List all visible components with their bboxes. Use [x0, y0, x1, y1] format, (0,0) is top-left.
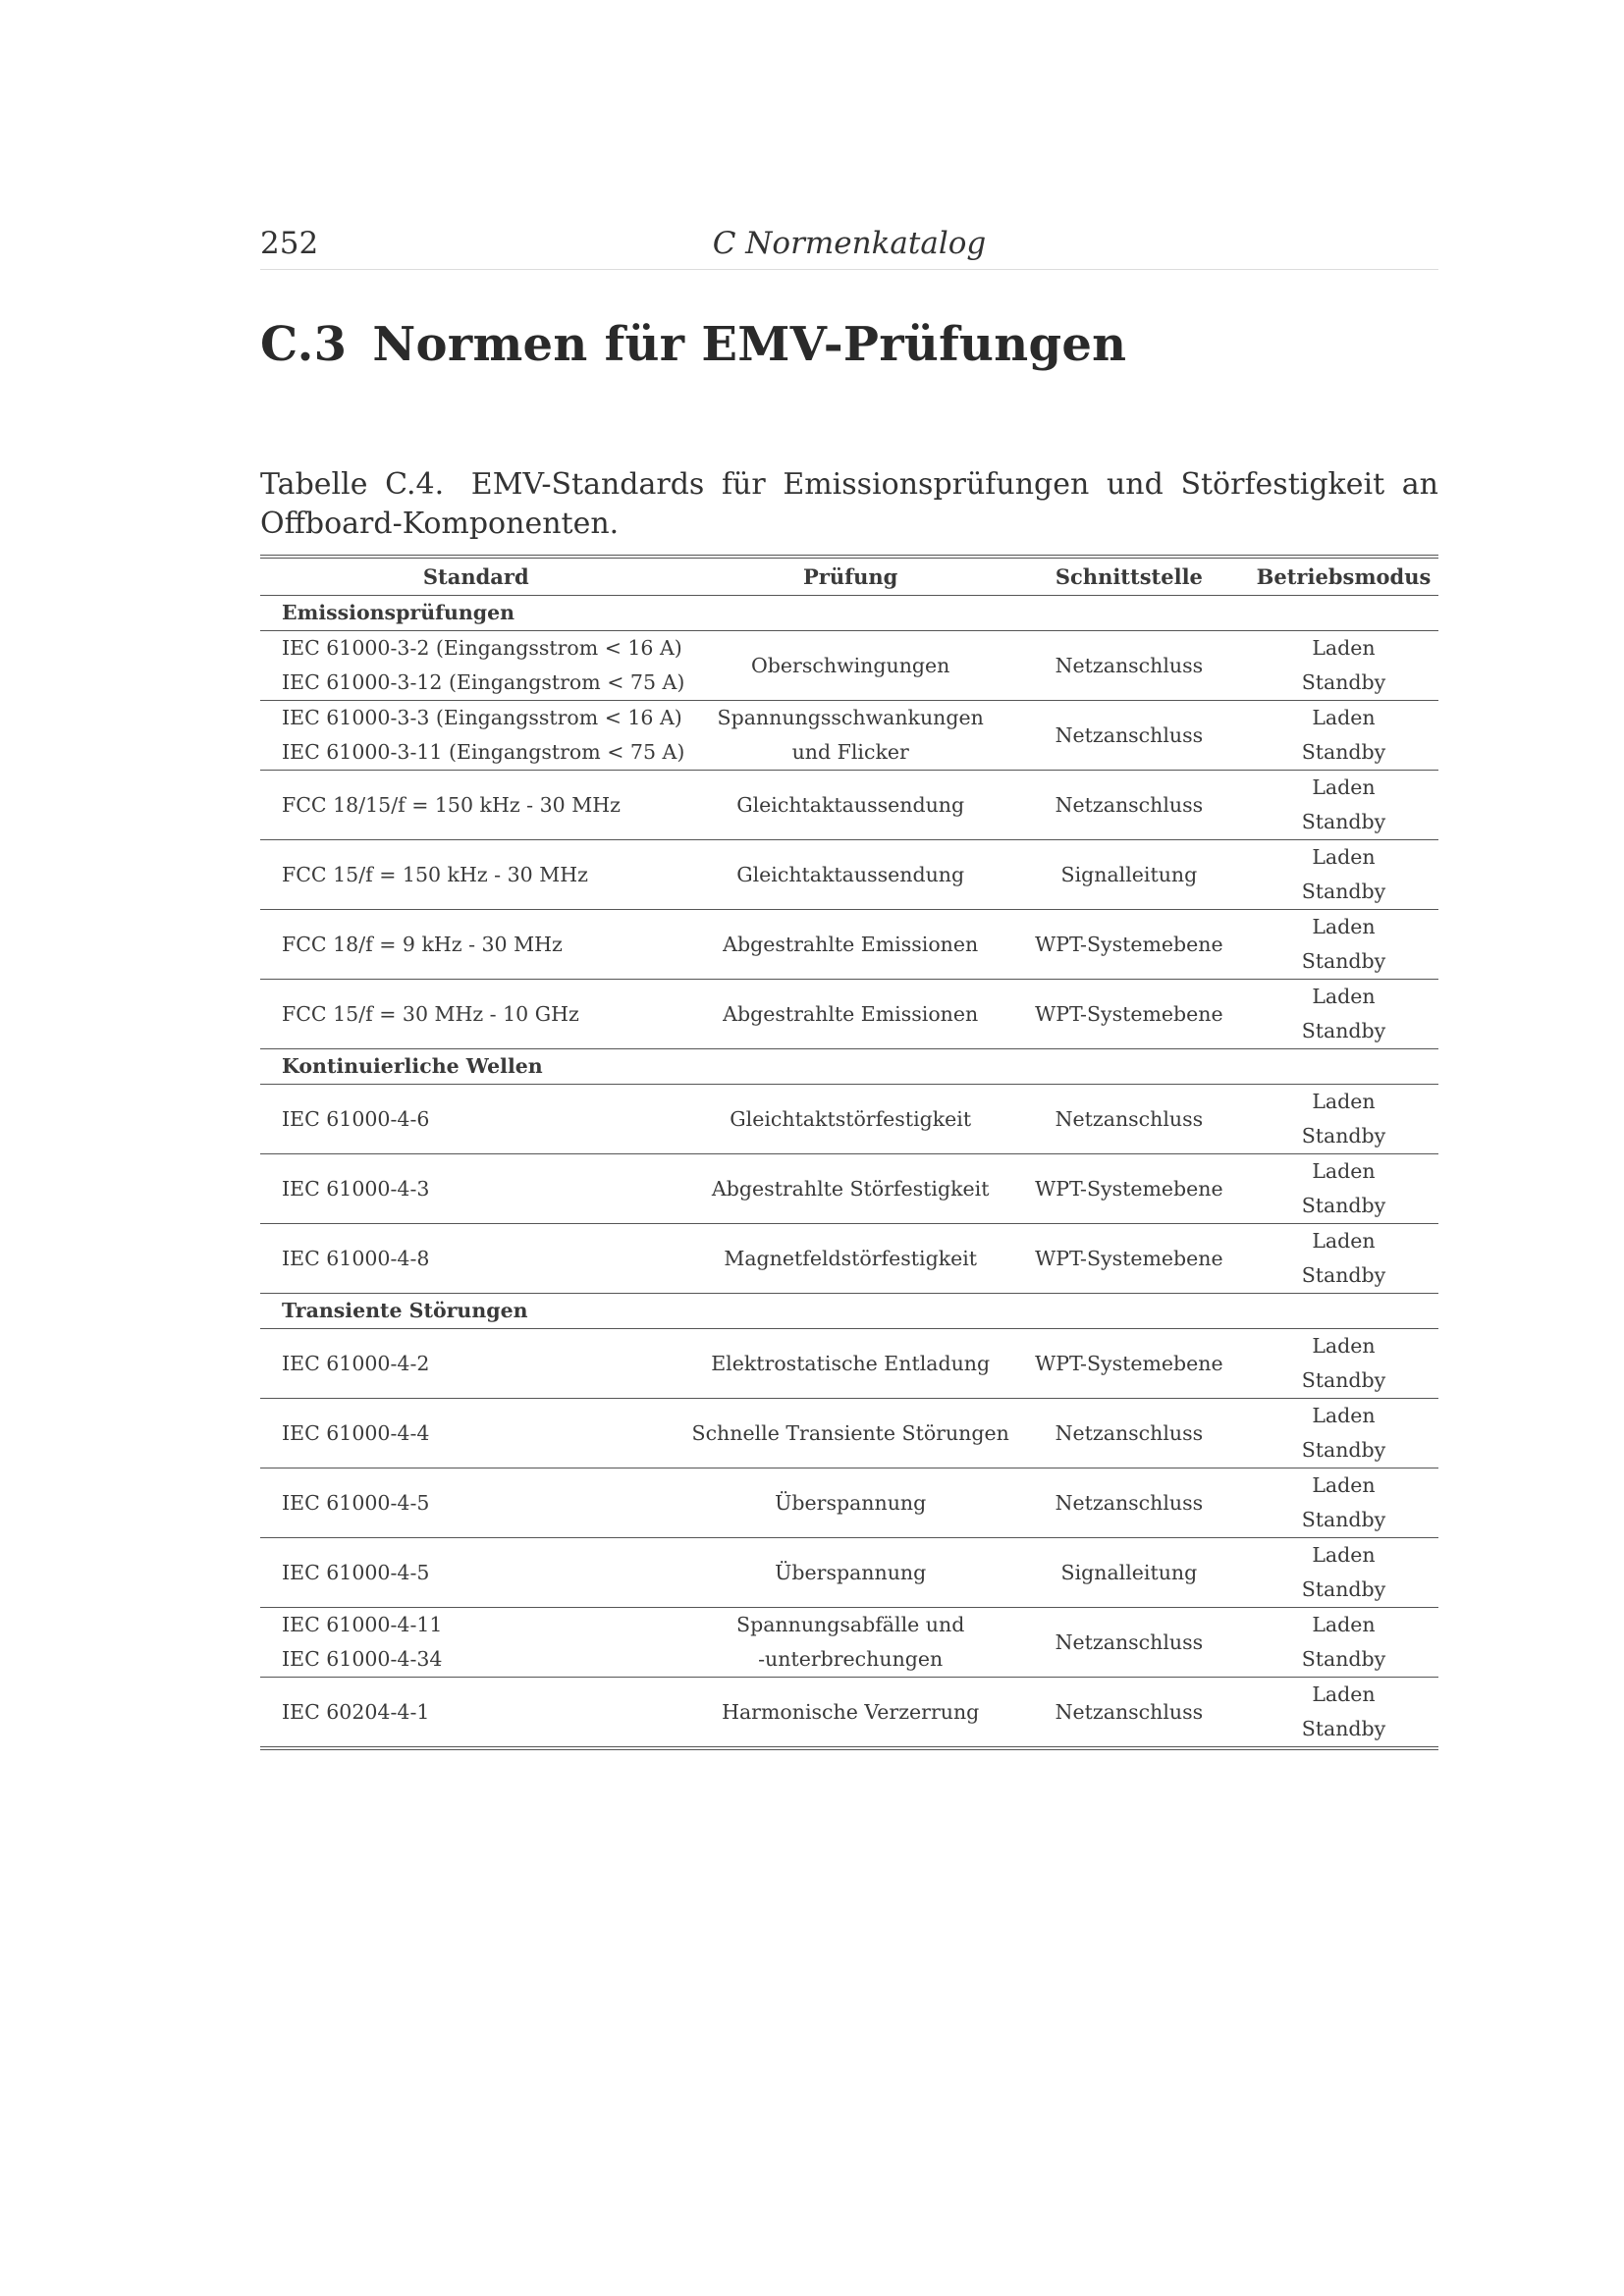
pruefung-line: Gleichtaktaussendung — [736, 862, 965, 886]
mode-line: Laden — [1312, 1473, 1376, 1497]
pruefung-line: Abgestrahlte Emissionen — [723, 1001, 979, 1026]
cell-standard — [260, 910, 692, 980]
cell-pruefung — [692, 1085, 1009, 1154]
pruefung-line: Spannungsabfälle und — [736, 1613, 965, 1636]
cell-standard — [260, 1224, 692, 1294]
mode-line: Standby — [1301, 1124, 1386, 1148]
column-header-schnittstelle: Schnittstelle — [1009, 557, 1249, 596]
group-title: Transiente Störungen — [260, 1294, 1438, 1329]
mode-line: Standby — [1301, 1438, 1386, 1462]
pruefung-line: Elektrostatische Entladung — [711, 1351, 991, 1375]
running-head: C Normenkatalog — [712, 226, 987, 261]
cell-schnittstelle: WPT-Systemebene — [1009, 980, 1249, 1049]
pruefung-line: Gleichtaktstörfestigkeit — [730, 1106, 972, 1131]
table-row — [260, 1468, 1438, 1538]
cell-standard — [260, 840, 692, 910]
standard-line: IEC 61000-4-11 — [282, 1613, 443, 1636]
cell-pruefung — [692, 1154, 1009, 1224]
mode-line: Laden — [1312, 1613, 1376, 1636]
cell-betriebsmodus — [1249, 980, 1438, 1049]
table-row — [260, 840, 1438, 910]
standard-line: IEC 61000-4-6 — [282, 1106, 430, 1131]
cell-standard — [260, 631, 692, 701]
standard-line: IEC 61000-4-3 — [282, 1176, 430, 1201]
cell-standard — [260, 1399, 692, 1468]
mode-line: Standby — [1301, 1717, 1386, 1740]
cell-pruefung — [692, 1608, 1009, 1678]
standard-line: IEC 61000-4-4 — [282, 1420, 430, 1445]
cell-schnittstelle: Netzanschluss — [1009, 631, 1249, 701]
mode-line: Laden — [1312, 985, 1376, 1008]
cell-schnittstelle: Netzanschluss — [1055, 1700, 1204, 1724]
cell-betriebsmodus — [1249, 1538, 1438, 1608]
cell-pruefung — [692, 1538, 1009, 1608]
table-header — [260, 557, 1438, 596]
mode-line: Standby — [1301, 1647, 1386, 1671]
cell-schnittstelle: WPT-Systemebene — [1009, 910, 1249, 980]
table-row — [260, 1224, 1438, 1294]
standards-table — [260, 555, 1438, 1750]
table-row — [260, 631, 1438, 701]
group-row — [260, 1049, 1438, 1085]
mode-line: Laden — [1312, 1159, 1376, 1183]
mode-line: Laden — [1312, 1404, 1376, 1427]
mode-line: Laden — [1312, 1682, 1376, 1706]
standard-line: FCC 18/f = 9 kHz - 30 MHz — [282, 932, 563, 956]
table-row — [260, 701, 1438, 771]
cell-pruefung — [692, 1468, 1009, 1538]
cell-schnittstelle: Netzanschluss — [1009, 701, 1249, 771]
pruefung-line: Überspannung — [775, 1490, 927, 1515]
mode-line: Laden — [1312, 636, 1376, 660]
cell-pruefung — [692, 1329, 1009, 1399]
standard-line: IEC 61000-3-2 (Eingangsstrom < 16 A) — [282, 636, 682, 660]
column-header-standard: Standard — [260, 557, 692, 596]
cell-schnittstelle: Netzanschluss — [1009, 1468, 1249, 1538]
cell-standard — [260, 1538, 692, 1608]
mode-line: Laden — [1312, 915, 1376, 938]
cell-schnittstelle: Signalleitung — [1009, 1538, 1249, 1608]
cell-betriebsmodus — [1249, 840, 1438, 910]
cell-pruefung — [692, 980, 1009, 1049]
cell-pruefung — [692, 701, 1009, 771]
cell-schnittstelle: WPT-Systemebene — [1009, 1329, 1249, 1399]
standard-line: IEC 61000-3-3 (Eingangsstrom < 16 A) — [282, 706, 682, 729]
mode-line: Laden — [1312, 1543, 1376, 1567]
cell-schnittstelle: Netzanschluss — [1009, 1085, 1249, 1154]
cell-betriebsmodus — [1249, 1154, 1438, 1224]
caption-text: EMV-Standards für Emissionsprüfungen und Störfestigkeit an Offboard-Komponenten. — [260, 467, 1438, 541]
standard-line: IEC 61000-4-34 — [282, 1647, 443, 1671]
cell-standard — [260, 771, 692, 840]
cell-betriebsmodus — [1249, 1085, 1438, 1154]
cell-betriebsmodus — [1249, 1329, 1438, 1399]
pruefung-line: Überspannung — [775, 1560, 927, 1584]
standard-line: FCC 15/f = 30 MHz - 10 GHz — [282, 1001, 579, 1026]
standard-line: IEC 61000-4-5 — [282, 1490, 430, 1515]
cell-pruefung — [692, 771, 1009, 840]
table-body — [260, 596, 1438, 1749]
cell-schnittstelle: Signalleitung — [1009, 840, 1249, 910]
mode-line: Standby — [1301, 1508, 1386, 1531]
cell-standard — [260, 980, 692, 1049]
cell-pruefung — [692, 910, 1009, 980]
mode-line: Laden — [1312, 845, 1376, 869]
cell-pruefung — [692, 1399, 1009, 1468]
section-title: Normen für EMV-Prüfungen — [372, 317, 1127, 372]
group-title: Kontinuierliche Wellen — [260, 1049, 1438, 1085]
pruefung-line: -unterbrechungen — [758, 1647, 944, 1671]
pruefung-line: Abgestrahlte Störfestigkeit — [711, 1176, 990, 1201]
table-caption — [260, 465, 1438, 544]
group-title: Emissionsprüfungen — [260, 596, 1438, 631]
cell-standard — [260, 1085, 692, 1154]
standard-line: IEC 61000-4-5 — [282, 1560, 430, 1584]
mode-line: Laden — [1312, 775, 1376, 799]
table-row — [260, 1608, 1438, 1678]
cell-pruefung — [692, 840, 1009, 910]
mode-line: Standby — [1301, 740, 1386, 764]
pruefung-line: Oberschwingungen — [751, 653, 950, 677]
mode-line: Standby — [1301, 1263, 1386, 1287]
mode-line: Laden — [1312, 1229, 1376, 1253]
mode-line: Standby — [1301, 880, 1386, 903]
standard-line: FCC 15/f = 150 kHz - 30 MHz — [282, 862, 588, 886]
standard-line: FCC 18/15/f = 150 kHz - 30 MHz — [282, 792, 621, 817]
cell-standard — [260, 1468, 692, 1538]
pruefung-line: Abgestrahlte Emissionen — [723, 932, 979, 956]
cell-schnittstelle: Netzanschluss — [1009, 1608, 1249, 1678]
cell-standard — [260, 1678, 692, 1749]
pruefung-line: Gleichtaktaussendung — [736, 792, 965, 817]
cell-betriebsmodus — [1249, 771, 1438, 840]
mode-line: Laden — [1312, 1334, 1376, 1358]
standard-line: IEC 60204-4-1 — [282, 1699, 430, 1724]
standard-line: IEC 61000-4-8 — [282, 1246, 430, 1270]
pruefung-line: und Flicker — [791, 740, 909, 764]
mode-line: Standby — [1301, 1577, 1386, 1601]
mode-line: Standby — [1301, 670, 1386, 694]
cell-schnittstelle: WPT-Systemebene — [1009, 1224, 1249, 1294]
table-container — [260, 555, 1438, 1750]
standard-line: IEC 61000-3-12 (Eingangstrom < 75 A) — [282, 670, 685, 694]
cell-standard — [260, 1329, 692, 1399]
group-row — [260, 596, 1438, 631]
table-row — [260, 1678, 1438, 1749]
table-row — [260, 1085, 1438, 1154]
cell-pruefung — [692, 631, 1009, 701]
caption-label: Tabelle C.4. — [260, 467, 445, 502]
mode-line: Laden — [1312, 706, 1376, 729]
standard-line: IEC 61000-3-11 (Eingangstrom < 75 A) — [282, 740, 685, 764]
pruefung-line: Magnetfeldstörfestigkeit — [724, 1246, 978, 1270]
pruefung-line: Schnelle Transiente Störungen — [691, 1420, 1009, 1445]
table-row — [260, 771, 1438, 840]
cell-standard — [260, 1154, 692, 1224]
mode-line: Standby — [1301, 1194, 1386, 1217]
mode-line: Standby — [1301, 949, 1386, 973]
pruefung-line: Harmonische Verzerrung — [722, 1699, 980, 1724]
table-row — [260, 980, 1438, 1049]
cell-standard — [260, 1608, 692, 1678]
page-number: 252 — [260, 226, 319, 261]
section-heading — [260, 317, 1126, 372]
table-row — [260, 910, 1438, 980]
column-header-pruefung: Prüfung — [692, 557, 1009, 596]
section-number: C.3 — [260, 317, 348, 372]
cell-pruefung — [692, 1678, 1009, 1749]
mode-line: Standby — [1301, 810, 1386, 833]
cell-schnittstelle: Netzanschluss — [1009, 771, 1249, 840]
cell-pruefung — [692, 1224, 1009, 1294]
cell-betriebsmodus — [1249, 910, 1438, 980]
table-row — [260, 1399, 1438, 1468]
cell-betriebsmodus — [1249, 701, 1438, 771]
cell-betriebsmodus — [1249, 1399, 1438, 1468]
cell-betriebsmodus — [1249, 1678, 1438, 1749]
cell-schnittstelle: WPT-Systemebene — [1009, 1154, 1249, 1224]
mode-line: Laden — [1312, 1090, 1376, 1113]
table-row — [260, 1154, 1438, 1224]
group-row — [260, 1294, 1438, 1329]
cell-betriebsmodus — [1249, 1224, 1438, 1294]
cell-betriebsmodus — [1249, 631, 1438, 701]
cell-betriebsmodus — [1249, 1468, 1438, 1538]
mode-line: Standby — [1301, 1368, 1386, 1392]
mode-line: Standby — [1301, 1019, 1386, 1042]
cell-schnittstelle: Netzanschluss — [1009, 1399, 1249, 1468]
cell-betriebsmodus — [1249, 1608, 1438, 1678]
table-row — [260, 1538, 1438, 1608]
page-header — [260, 226, 1438, 270]
cell-standard — [260, 701, 692, 771]
column-header-betriebsmodus: Betriebsmodus — [1249, 557, 1438, 596]
table-row — [260, 1329, 1438, 1399]
standard-line: IEC 61000-4-2 — [282, 1351, 430, 1375]
pruefung-line: Spannungsschwankungen — [717, 706, 984, 729]
